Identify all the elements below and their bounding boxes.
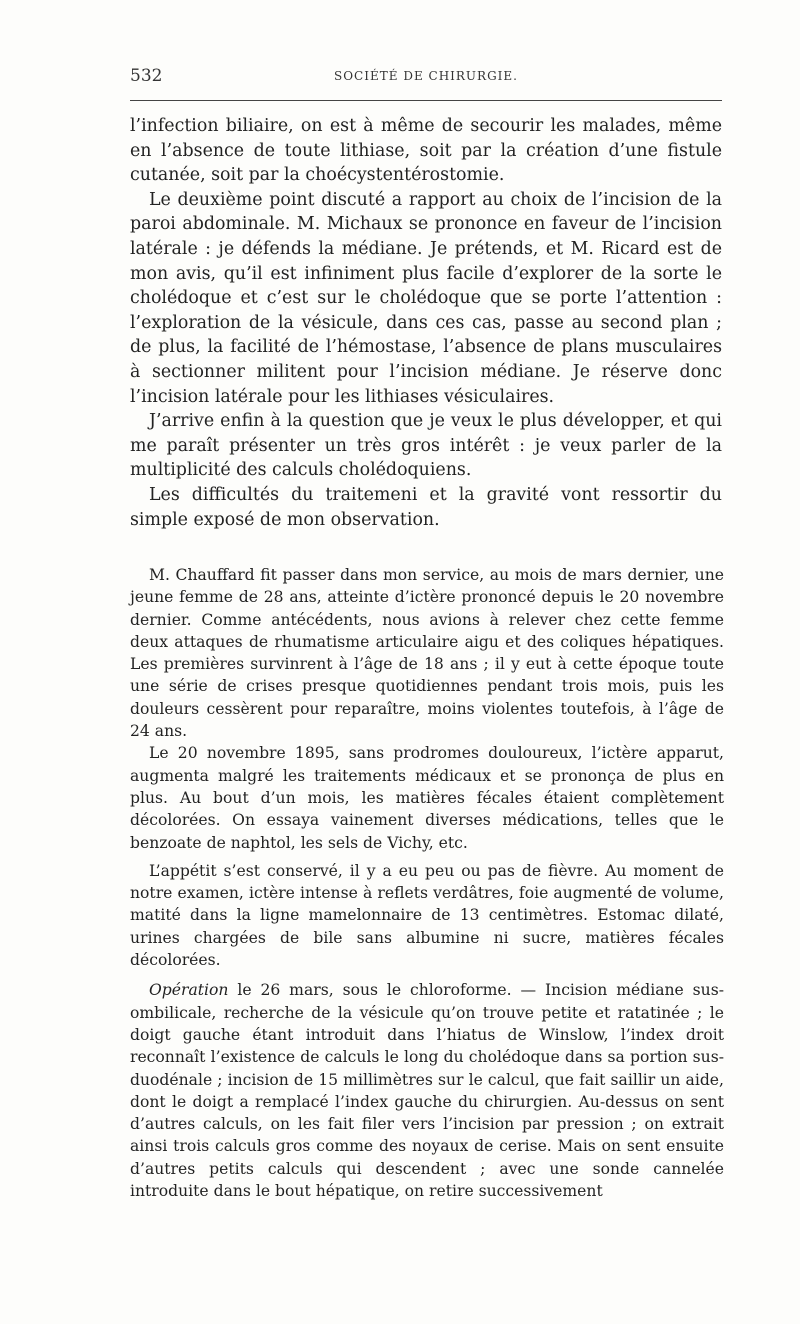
- main-paragraph: Les difficultés du traitemeni et la gravité vont ressortir du simple exposé de mon observation.: [130, 484, 722, 530]
- operation-label: Opération: [149, 981, 229, 1000]
- page-header: [130, 66, 722, 92]
- main-text: [130, 114, 722, 532]
- page-number: 532: [130, 66, 163, 86]
- operation-text: le 26 mars, sous le chloroforme. — Incision médiane sus-ombilicale, recherche de la vésicule qu’on trouve petite et ratatinée ; le doigt gauche étant introduit dans l’hiatus de Winslow, l’index droit reconnaît l’existence de calculs le long du cholédoque dans sa portion sus-duodénale ; incision de 15 millimètres sur le calcul, que fait saillir un aide, dont le doigt a remplacé l’index gauche du chirurgien. Au-dessus on sent d’autres calculs, on les fait filer vers l’incision par pression ; on extrait ainsi trois calculs gros comme des noyaux de cerise. Mais on sent ensuite d’autres petits calculs qui descendent ; avec une sonde cannelée introduite dans le bout hépatique, on retire successivement: [130, 981, 724, 1201]
- header-rule: [130, 100, 722, 101]
- running-head: SOCIÉTÉ DE CHIRURGIE.: [334, 69, 518, 83]
- main-paragraph: l’infection biliaire, on est à même de secourir les malades, même en l’absence de toute lithiase, soit par la création d’une fistule cutanée, soit par la choécystentérostomie.: [130, 116, 722, 186]
- observation-paragraph: M. Chauffard fit passer dans mon service, au mois de mars dernier, une jeune femme de 28 ans, atteinte d’ictère prononcé depuis le 20 novembre dernier. Comme antécédents, nous avions à relever chez cette femme deux attaques de rhumatisme articulaire aigu et des coliques hépatiques. Les premières survinrent à l’âge de 18 ans ; il y eut à cette époque toute une série de crises presque quotidiennes pendant trois mois, puis les douleurs cessèrent pour reparaître, moins violentes toutefois, à l’âge de 24 ans.: [130, 566, 724, 741]
- observation-paragraph: L’appétit s’est conservé, il y a eu peu ou pas de fièvre. Au moment de notre examen, ictère intense à reflets verdâtres, foie augmenté de volume, matité dans la ligne mamelonnaire de 13 centimètres. Estomac dilaté, urines chargées de bile sans albumine ni sucre, matières fécales décolorées.: [130, 861, 724, 970]
- observation-paragraph: Le 20 novembre 1895, sans prodromes douloureux, l’ictère apparut, augmenta malgré les traitements médicaux et se prononça de plus en plus. Au bout d’un mois, les matières fécales étaient complètement décolorées. On essaya vainement diverses médications, telles que le benzoate de naphtol, les sels de Vichy, etc.: [130, 744, 724, 852]
- main-paragraph: J’arrive enfin à la question que je veux le plus développer, et qui me paraît présenter un très gros intérêt : je veux parler de la multiplicité des calculs cholédoquiens.: [130, 411, 722, 481]
- operation-paragraph: [130, 979, 724, 1202]
- observation-text: [130, 564, 724, 1202]
- main-paragraph: Le deuxième point discuté a rapport au choix de l’incision de la paroi abdominale. M. Michaux se prononce en faveur de l’incision latérale : je défends la médiane. Je prétends, et M. Ricard est de mon avis, qu’il est infiniment plus facile d’explorer de la sorte le cholédoque et c’est sur le cholédoque que se porte l’attention : l’exploration de la vésicule, dans ces cas, passe au second plan ; de plus, la facilité de l’hémostase, l’absence de plans musculaires à sectionner militent pour l’incision médiane. Je réserve donc l’incision latérale pour les lithiases vésiculaires.: [130, 189, 722, 407]
